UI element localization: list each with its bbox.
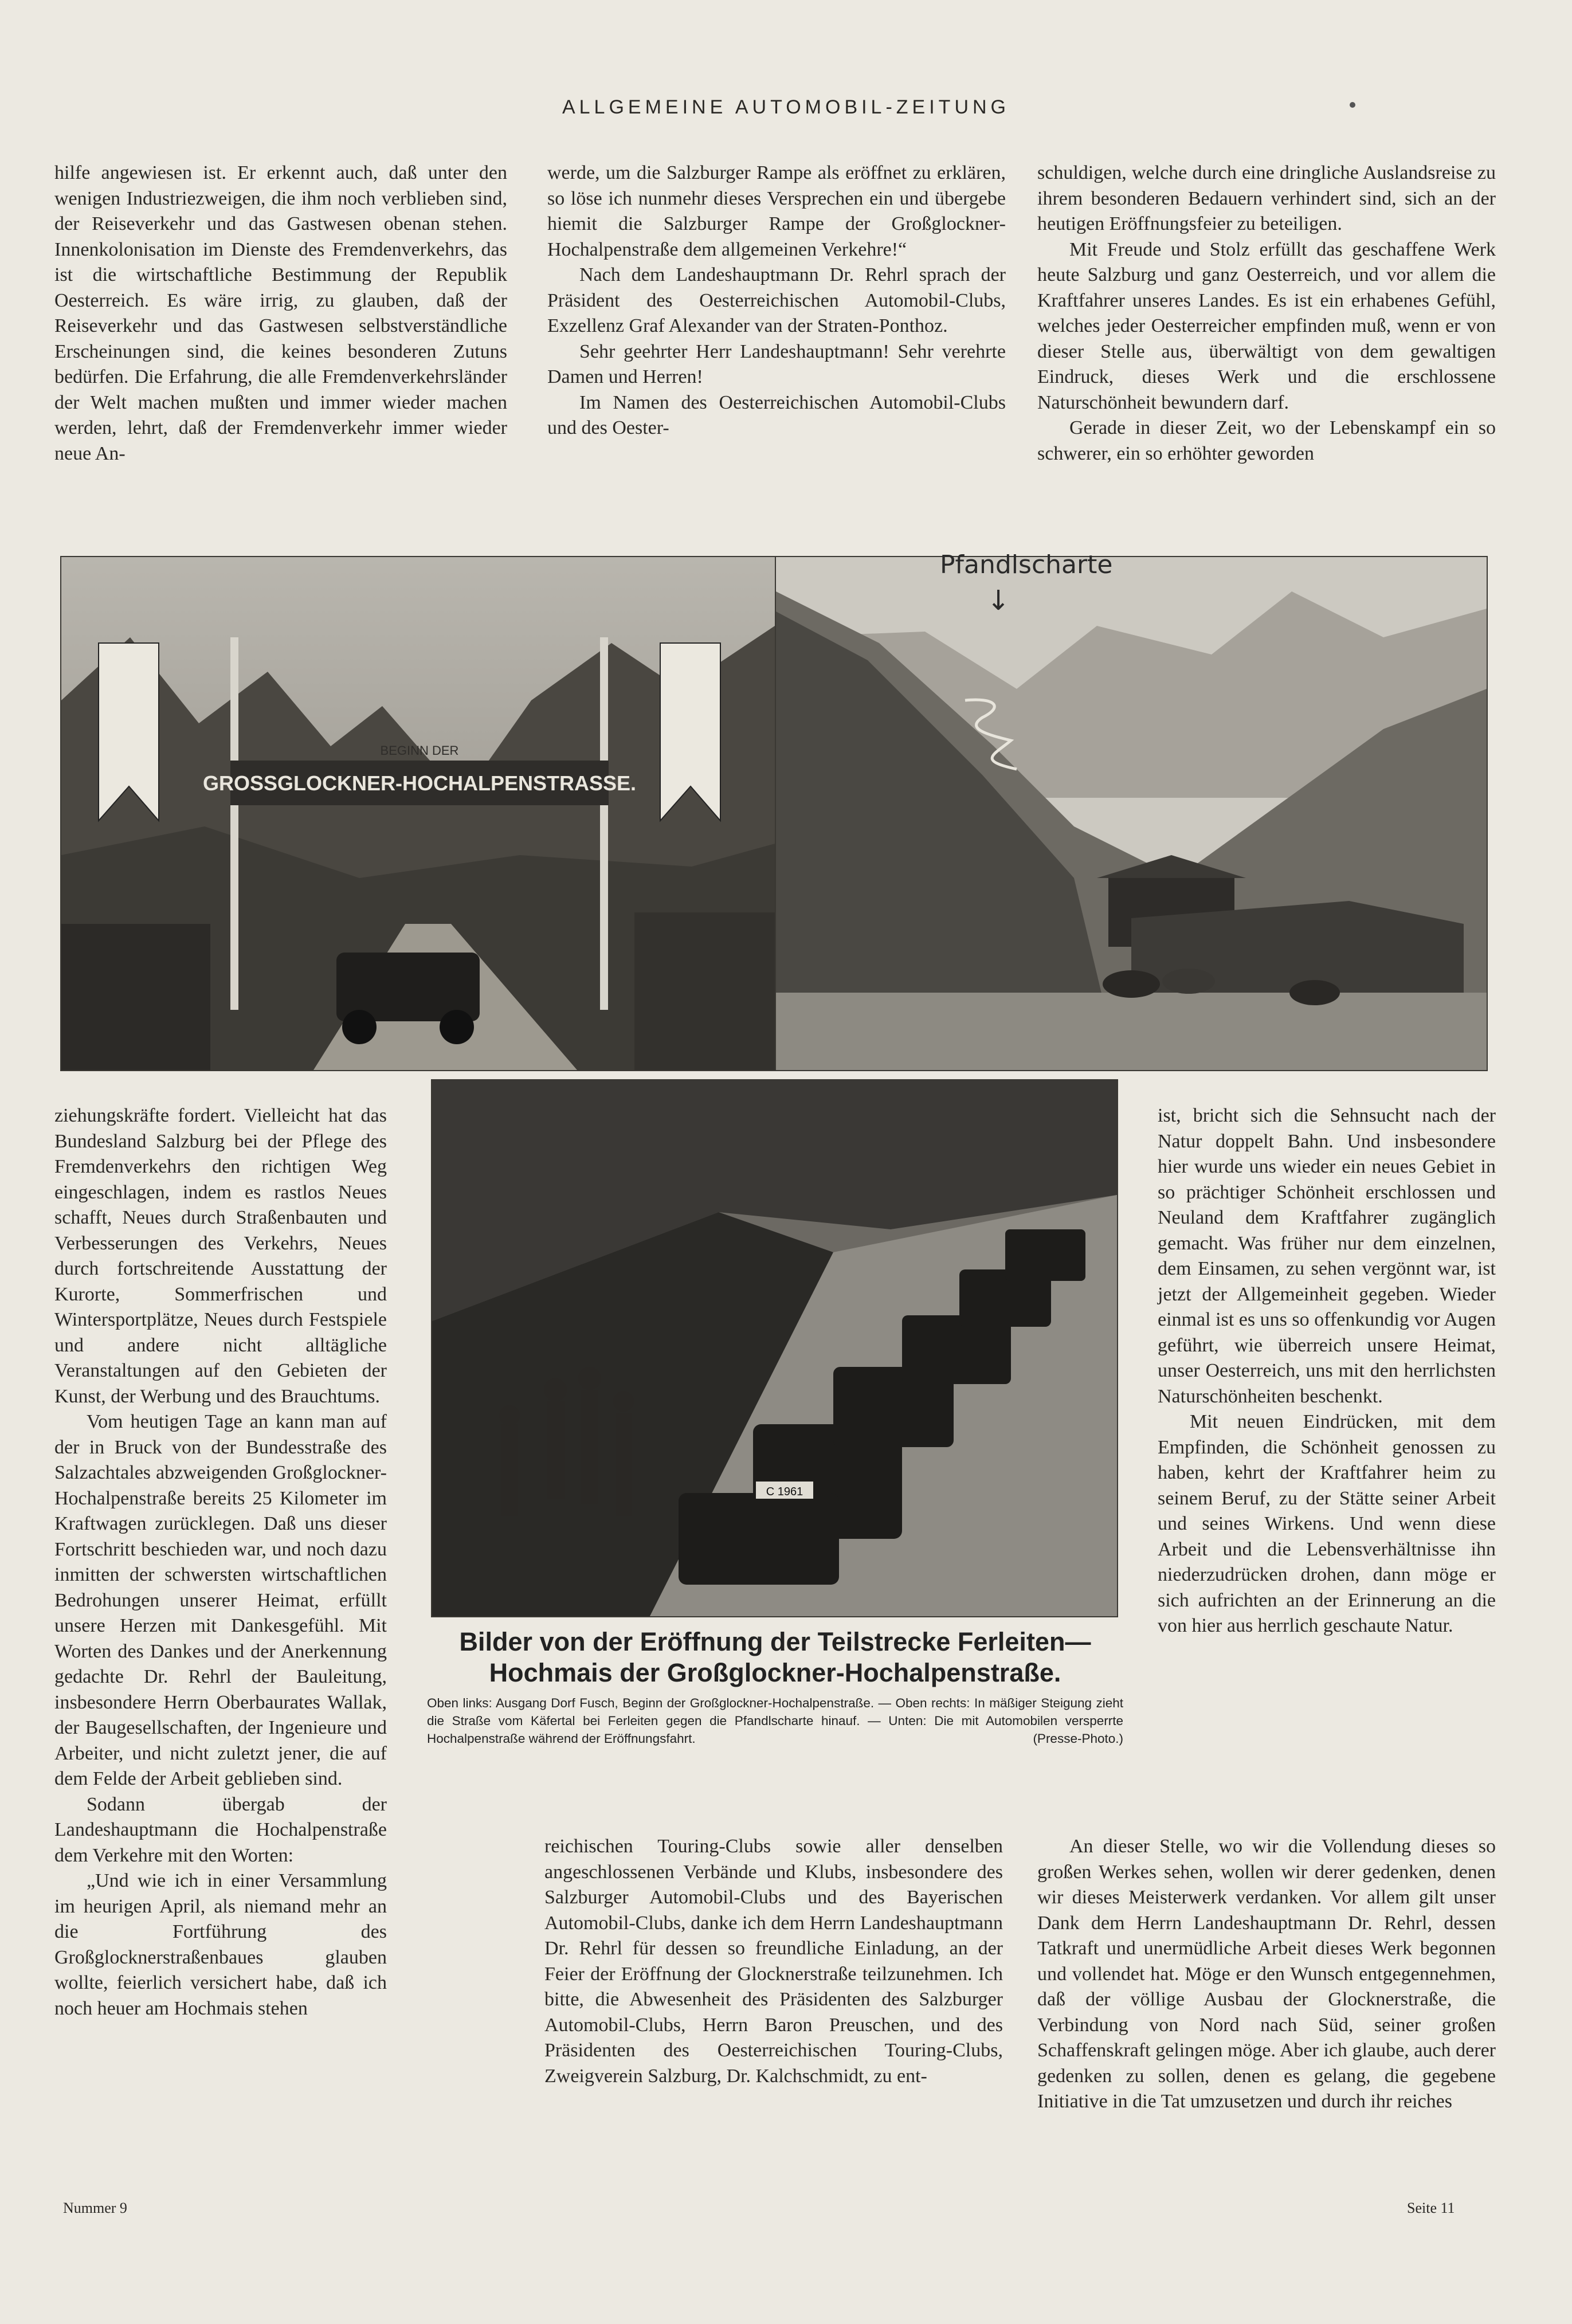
caption-credit: (Presse-Photo.) (1033, 1731, 1123, 1746)
paragraph: Nach dem Landeshauptmann Dr. Rehrl sprach der Präsident des Oesterreichischen Automobil-Clubs, Exzellenz Graf Alexander van der Straten-Ponthoz. (547, 264, 1006, 336)
photo-label-pfandlscharte: Pfandlscharte (940, 550, 1113, 579)
caption-body: Oben links: Ausgang Dorf Fusch, Beginn der Großglockner-Hochalpenstraße. — Oben rechts: In mäßiger Steigung zieht die Straße vom Käfertal bei Ferleiten gegen die Pfandlscharte hinauf. — Unten: Die mit Automobilen versperrte Hochalpenstraße während der Eröffnungsfahrt. (427, 1696, 1123, 1746)
paragraph: Vom heutigen Tage an kann man auf der in Bruck von der Bundesstraße des Salzachtales abzweigenden Großglockner-Hochalpenstraße bereits 25 Kilometer im Kraftwagen zurücklegen. Daß uns dieser Fortschritt beschieden war, und noch dazu inmitten der schwersten wirtschaftlichen Bedrohungen unserer Heimat, erfüllt unsere Herzen mit Dankesgefühl. Mit Worten des Dankes und der Anerkennung gedachte Dr. Rehrl der Bauleitung, insbesondere Herrn Oberbaurates Wallak, der Baugesellschaften, der Ingenieure und Arbeiter, und nicht zuletzt jener, die auf dem Felde der Arbeit geblieben sind. (54, 1411, 387, 1789)
paragraph: An dieser Stelle, wo wir die Vollendung dieses so großen Werkes sehen, wollen wir derer gedenken, denen wir dieses Meisterwerk verdanken. Vor allem gilt unser Dank dem Herrn Landeshauptmann Dr. Rehrl, dessen Tatkraft und unermüdliche Arbeit dieses Werk begonnen und vollendet hat. Möge er den Wunsch entgegennehmen, daß der völlige Ausbau der Glocknerstraße, die Verbindung von Nord nach Süd, seiner großen Schaffenskraft gelingen möge. Aber ich glaube, auch derer gedenken zu sollen, denen es gelang, die gegebene Initiative in die Tat umzusetzen und durch ihr reiches (1037, 1836, 1496, 2112)
paragraph: schuldigen, welche durch eine dringliche Auslandsreise zu ihrem besonderen Bedauern verhindert sind, sich an der heutigen Eröffnungsfeier zu beteiligen. (1037, 162, 1496, 234)
photo-dorf-fusch (60, 556, 776, 1071)
bottom-column-middle (544, 1834, 1003, 2089)
sign-text: GROSSGLOCKNER-HOCHALPENSTRASSE. (202, 771, 637, 795)
photo-pfandlscharte (775, 556, 1488, 1071)
paragraph: ist, bricht sich die Sehnsucht nach der Natur doppelt Bahn. Und insbesondere hier wurde uns wieder ein neues Gebiet in so prächtiger Schönheit erschlossen und Neuland dem Kraftfahrer zugänglich gemacht. Was früher nur dem einzelnen, dem Einsamen, zu sehen vergönnt war, ist jetzt der Allgemeinheit gegeben. Wieder einmal ist es uns so offenkundig vor Augen geführt, wie überreich unsere Heimat, unser Oesterreich, uns mit den herrlichsten Naturschönheiten beschenkt. (1158, 1105, 1496, 1407)
top-column-3 (1037, 160, 1496, 467)
paragraph: Sodann übergab der Landeshauptmann die Hochalpenstraße dem Verkehre mit den Worten: (54, 1793, 387, 1866)
paragraph: Im Namen des Oesterreichischen Automobil-Clubs und des Oester- (547, 391, 1006, 438)
paragraph: reichischen Touring-Clubs sowie aller denselben angeschlossenen Verbände und Klubs, insbesondere des Salzburger Automobil-Clubs und des Bayerischen Automobil-Clubs, danke ich dem Herrn Landeshauptmann Dr. Rehrl für dessen so freundliche Einladung, an der Feier der Eröffnung der Glocknerstraße teilzunehmen. Ich bitte, die Abwesenheit des Präsidenten des Salzburger Automobil-Clubs, Herrn Baron Preuschen, und des Präsidenten des Oesterreichischen Touring-Clubs, Zweigverein Salzburg, Dr. Kalchschmidt, zu ent- (544, 1836, 1003, 2087)
sign-top-text: BEGINN DER (380, 743, 459, 758)
bottom-column-left (54, 1103, 387, 2021)
top-column-2 (547, 160, 1006, 441)
license-plate: C 1961 (766, 1486, 803, 1498)
photo-caption (427, 1627, 1123, 1747)
bottom-column-right-lower (1037, 1834, 1496, 2115)
paragraph: Mit Freude und Stolz erfüllt das geschaffene Werk heute Salzburg und ganz Oesterreich, und vor allem die Kraftfahrer unseres Landes. Es ist ein erhabenes Gefühl, welches jeder Oesterreicher empfinden muß, wenn er von dieser Stelle aus, überwältigt von dem gewaltigen Eindruck, dieses Werk und die erschlossene Naturschönheit bewundern darf. (1037, 238, 1496, 413)
caption-text (427, 1694, 1123, 1747)
paragraph: hilfe angewiesen ist. Er erkennt auch, daß unter den wenigen Industriezweigen, die ihm noch verblieben sind, der Reiseverkehr und das Gastwesen obenan stehen. Innenkolonisation im Dienste des Fremdenverkehrs, das ist die wirtschaftliche Bestimmung der Republik Oesterreich. Es wäre irrig, zu glauben, daß der Reiseverkehr und das Gastwesen selbstverständliche Erscheinungen sind, die keines besonderen Zutuns bedürfen. Die Erfahrung, die alle Fremdenverkehrsländer der Welt machen mußten und immer wieder machen werden, lehrt, daß der Fremdenverkehr immer wieder neue An- (54, 162, 507, 464)
bottom-column-right (1158, 1103, 1496, 1639)
photo-cars-road (431, 1079, 1118, 1617)
page-number: Seite 11 (1407, 2200, 1455, 2216)
paragraph: „Und wie ich in einer Versammlung im heurigen April, als niemand mehr an die Fortführung des Großglocknerstraßenbaues glauben wollte, feierlich versichert habe, daß ich noch heuer am Hochmais stehen (54, 1870, 387, 2019)
top-column-1 (54, 160, 507, 467)
paragraph: Sehr geehrter Herr Landeshauptmann! Sehr verehrte Damen und Herren! (547, 340, 1006, 387)
arrow-down-icon: ↓ (987, 585, 1010, 617)
header-dot (1350, 102, 1355, 108)
paragraph: Mit neuen Eindrücken, mit dem Empfinden, die Schönheit genossen zu haben, kehrt der Kraftfahrer heim zu seinem Beruf, zu der Stätte seiner Arbeit und seines Wirkens. Und wenn diese Arbeit und die Lebensverhältnisse ihn niederzudrücken drohen, dann möge er sich aufrichten an der Erinnerung an die von hier aus herrlich geschaute Natur. (1158, 1411, 1496, 1636)
page-header: ALLGEMEINE AUTOMOBIL-ZEITUNG (562, 96, 1010, 118)
page-number-issue: Nummer 9 (63, 2200, 127, 2216)
caption-title: Bilder von der Eröffnung der Teilstrecke Ferleiten— Hochmais der Großglockner-Hochalpenstraße. (459, 1627, 1091, 1687)
paragraph: ziehungskräfte fordert. Vielleicht hat das Bundesland Salzburg bei der Pflege des Fremdenverkehrs den richtigen Weg eingeschlagen, indem es rastlos Neues schafft, Neues durch Straßenbauten und Verbesserungen des Verkehrs, Neues durch fortschreitende Ausstattung der Kurorte, Sommerfrischen und Wintersportplätze, Neues durch Festspiele und andere nicht alltägliche Veranstaltungen auf den Gebieten der Kunst, der Werbung und des Brauchtums. (54, 1105, 387, 1407)
paragraph: werde, um die Salzburger Rampe als eröffnet zu erklären, so löse ich nunmehr dieses Versprechen ein und übergebe hiemit die Salzburger Rampe der Großglockner-Hochalpenstraße dem allgemeinen Verkehre!“ (547, 162, 1006, 260)
paragraph: Gerade in dieser Zeit, wo der Lebenskampf ein so schwerer, ein so erhöhter geworden (1037, 417, 1496, 464)
